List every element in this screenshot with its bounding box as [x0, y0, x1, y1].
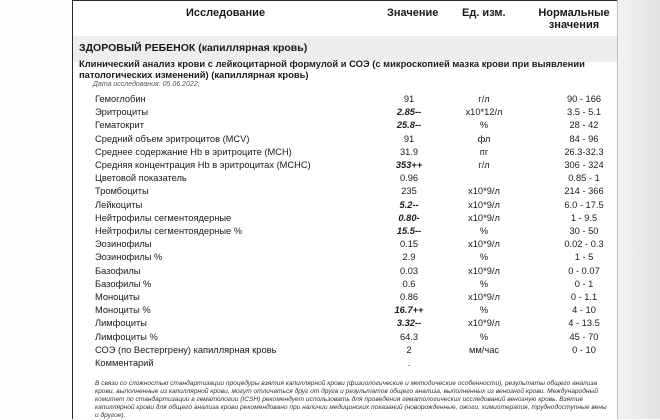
table-row — [0, 93, 660, 106]
test-name: Эозинофилы % — [95, 252, 163, 263]
test-unit: x10*9/л — [468, 292, 500, 302]
table-row — [0, 106, 660, 119]
test-norm: 0 - 1 — [574, 278, 594, 289]
test-name: Среднее содержание Hb в эритроците (MCH) — [95, 146, 292, 157]
test-value: 91 — [403, 133, 415, 144]
table-row — [0, 251, 660, 264]
test-unit: x10*9/л — [468, 199, 500, 210]
test-value: 0.80- — [398, 212, 420, 223]
test-value: 3.32-- — [396, 318, 422, 329]
test-norm: 84 - 96 — [569, 133, 599, 144]
table-row — [0, 317, 660, 330]
test-name: Нейтрофилы сегментоядерные — [95, 212, 232, 223]
sheet-top-border — [72, 0, 617, 1]
test-value: 2.9 — [402, 252, 416, 263]
test-name: Гематокрит — [95, 120, 144, 131]
test-value: 0.6 — [402, 278, 416, 289]
table-row — [0, 172, 660, 185]
test-name: Гемоглобин — [95, 94, 146, 104]
table-row — [0, 225, 660, 238]
table-row — [0, 331, 660, 344]
table-row — [0, 238, 660, 251]
test-norm: 1 - 9.5 — [570, 212, 598, 223]
test-value: 353++ — [395, 160, 423, 170]
test-value: 2.85-- — [396, 107, 422, 118]
test-norm: 0.02 - 0.3 — [564, 239, 604, 250]
section-title: ЗДОРОВЫЙ РЕБЕНОК (капиллярная кровь) — [79, 42, 308, 54]
test-value: 0.03 — [399, 265, 419, 276]
test-unit: x10*9/л — [468, 318, 500, 329]
test-name: Эритроциты — [95, 107, 149, 118]
test-norm: 1 - 5 — [574, 252, 594, 263]
table-row — [0, 199, 660, 212]
column-header-unit: Ед. изм. — [462, 7, 506, 19]
test-name: Базофилы — [95, 265, 141, 276]
table-row — [0, 304, 660, 317]
test-unit: % — [479, 305, 489, 316]
test-value: 0.86 — [399, 292, 419, 302]
test-unit: пг — [479, 146, 489, 157]
test-subtitle: Клинический анализ крови с лейкоцитарной формулой и СОЭ (с микроскопией мазка крови при выявлении патологических изменений) (капиллярная кровь) — [79, 58, 585, 80]
column-header-norm — [534, 7, 614, 31]
column-header-value: Значение — [387, 7, 439, 19]
test-unit: x10*9/л — [468, 186, 500, 197]
table-row — [0, 265, 660, 278]
test-unit: % — [479, 226, 489, 236]
test-value: 0.96 — [399, 173, 419, 184]
test-norm: 4 - 13.5 — [568, 318, 600, 329]
test-name: Лимфоциты % — [95, 331, 158, 342]
test-name: Средний объем эритроцитов (MCV) — [95, 133, 250, 144]
test-name: Средняя концентрация Hb в эритроцитах (MCHC) — [95, 160, 311, 170]
test-name: Комментарий — [95, 358, 154, 368]
test-value: 5.2-- — [399, 199, 419, 210]
column-header-norm-line1: Нормальные — [538, 7, 610, 19]
test-unit: г/л — [478, 94, 490, 104]
test-norm: 214 - 366 — [564, 186, 604, 197]
test-unit: мм/час — [468, 344, 500, 355]
table-row — [0, 119, 660, 132]
test-norm: 90 - 166 — [566, 94, 602, 104]
test-norm: 4 - 10 — [572, 305, 596, 316]
test-value: 25.8-- — [396, 120, 422, 131]
test-unit: % — [479, 278, 489, 289]
test-value: 64.3 — [399, 331, 419, 342]
test-name: Тромбоциты — [95, 186, 149, 197]
test-norm: 45 - 70 — [569, 331, 599, 342]
table-row — [0, 344, 660, 357]
test-norm: 26.3-32.3 — [564, 146, 604, 157]
table-row — [0, 133, 660, 146]
test-value: 16.7++ — [394, 305, 424, 316]
table-row — [0, 185, 660, 198]
test-name: Лейкоциты — [95, 199, 143, 210]
test-value: 15.5-- — [396, 226, 422, 236]
test-name: Нейтрофилы сегментоядерные % — [95, 226, 243, 236]
test-norm: 3.5 - 5.1 — [566, 107, 602, 118]
table-row — [0, 146, 660, 159]
test-unit: фл — [477, 133, 491, 144]
table-row — [0, 278, 660, 291]
test-name: Моноциты % — [95, 305, 151, 316]
test-unit: г/л — [478, 160, 490, 170]
test-unit: x10*9/л — [468, 265, 500, 276]
table-row — [0, 291, 660, 304]
test-date: Дата исследования: 05.06.2022; — [93, 81, 200, 88]
test-value: 91 — [403, 94, 415, 104]
table-row — [0, 159, 660, 172]
table-row — [0, 212, 660, 225]
test-value: 31.9 — [399, 146, 419, 157]
test-norm: 6.0 - 17.5 — [564, 199, 604, 210]
table-row — [0, 357, 660, 370]
test-norm: 28 - 42 — [569, 120, 599, 131]
column-header-test: Исследование — [186, 7, 266, 19]
test-value: 235 — [401, 186, 417, 197]
test-unit: x10*9/л — [468, 239, 500, 250]
test-name: Эозинофилы — [95, 239, 152, 250]
test-norm: 0.85 - 1 — [568, 173, 600, 184]
test-unit: x10*12/л — [465, 107, 503, 118]
column-header-norm-line2: значения — [548, 19, 600, 31]
test-value: 2 — [406, 344, 412, 355]
test-value: 0.15 — [399, 239, 419, 250]
test-norm: 0 - 0.07 — [568, 265, 600, 276]
test-name: Цветовой показатель — [95, 173, 187, 184]
test-value: . — [407, 358, 411, 368]
test-unit: % — [479, 252, 489, 263]
test-unit: % — [479, 331, 489, 342]
test-norm: 0 - 1.1 — [570, 292, 598, 302]
test-name: СОЭ (по Вестергрену) капиллярная кровь — [95, 344, 277, 355]
test-norm: 30 - 50 — [569, 226, 599, 236]
test-unit: x10*9/л — [468, 212, 500, 223]
test-norm: 306 - 324 — [564, 160, 604, 170]
test-name: Базофилы % — [95, 278, 152, 289]
test-unit: % — [479, 120, 489, 131]
footnote: В связи со сложностью стандартизации процедуры взятия капиллярной крови (физиологические и методические особенности), результаты общего анализа крови, выполненные из капиллярной крови, могут отличаться друг от друга и результатов общего анализа, выполненных из венозной крови. Международный комитет по стандартизации в гематологии (ICSH) рекомендует использовать для проведения гематологических исследований венозную кровь. Взятие капиллярной крови для общего анализа крови рекомендовано при наличии медицинских показаний (новорожденные, ожоги, химиотерапия, труднодоступные вены и другое). — [95, 380, 607, 419]
test-name: Моноциты — [95, 292, 140, 302]
test-name: Лимфоциты — [95, 318, 147, 329]
test-norm: 0 - 10 — [572, 344, 596, 355]
